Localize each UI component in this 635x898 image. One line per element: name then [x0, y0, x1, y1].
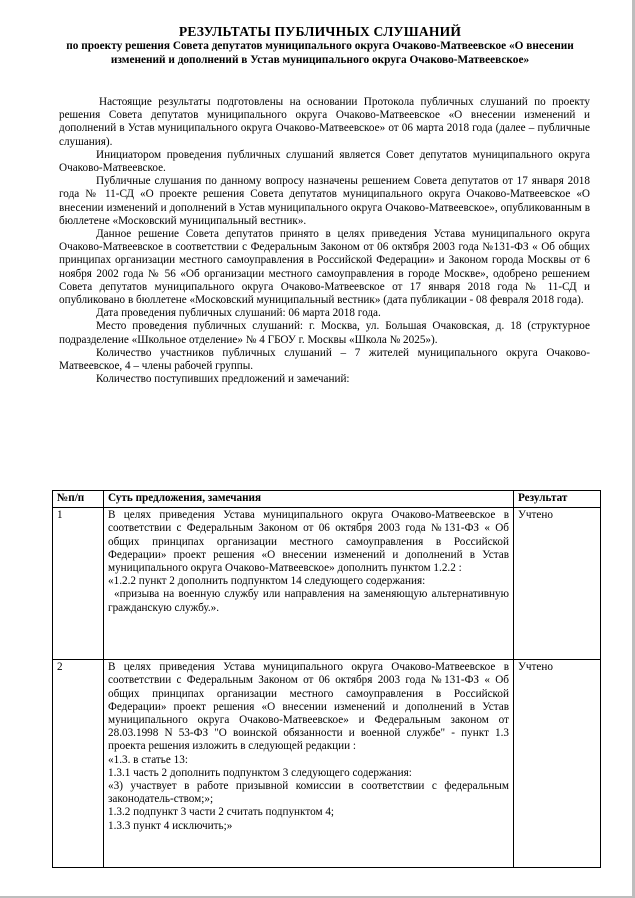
proposal-line: 1.3.1 часть 2 дополнить подпунктом 3 следующего содержания: [108, 766, 412, 779]
paragraph: Количество участников публичных слушаний – 7 жителей муниципального округа Очаково-Матвеевское, 4 – члены рабочей группы. [59, 346, 590, 373]
table-header-row [53, 491, 601, 508]
result-cell: Учтено [514, 508, 601, 660]
row-number: 1 [53, 508, 104, 660]
proposal-line: 1.3.3 пункт 4 исключить;» [108, 819, 233, 832]
proposal-line: В целях приведения Устава муниципального округа Очаково-Матвеевское в соответствии с Федеральным Законом от 06 октября 2003 года №131-ФЗ « Об общих принципах организации местного самоуправления в Российской Федерации» проект решения «О внесении изменений и дополнений в Устав муниципального округа Очаково-Матвеевское» дополнить пунктом 1.2.2 : [108, 509, 509, 575]
page-subtitle: по проекту решения Совета депутатов муниципального округа Очаково-Матвеевское «О внесении изменений и дополнений в Устав муниципального округа Очаково-Матвеевское» [66, 40, 574, 66]
table-row [53, 508, 601, 660]
proposal-line: «1.3. в статье 13: [108, 753, 188, 766]
proposal-cell [104, 508, 514, 660]
proposal-cell [104, 660, 514, 868]
paragraph: Инициатором проведения публичных слушаний является Совет депутатов муниципального округа Очаково-Матвеевское. [59, 148, 590, 175]
column-header-proposal: Суть предложения, замечания [104, 491, 514, 508]
paragraph: Дата проведения публичных слушаний: 06 марта 2018 года. [96, 307, 381, 320]
result-cell: Учтено [514, 660, 601, 868]
paragraph: Публичные слушания по данному вопросу назначены решением Совета депутатов от 17 января 2018 года № 11-СД «О проекте решения Совета депутатов муниципального округа Очаково-Матвеевское «О внесении изменений и дополнений в Устав муниципального округа Очаково-Матвеевское», опубликованным в бюллетене «Московский муниципальный вестник». [59, 175, 590, 227]
proposal-line: В целях приведения Устава муниципального округа Очаково-Матвеевское в соответствии с Федеральным Законом от 06 октября 2003 года №131-ФЗ « Об общих принципах организации местного самоуправления в Российской Федерации» проект решения «О внесении изменений и дополнений в Устав муниципального округа Очаково-Матвеевское» и Федеральным законом от 28.03.1998 N 53-ФЗ "О воинской обязанности и военной службе" - пункт 1.3 проекта решения изложить в следующей редакции : [108, 661, 509, 753]
blank-line [108, 615, 509, 628]
paragraph: Количество поступивших предложений и замечаний: [96, 373, 350, 386]
page-title: РЕЗУЛЬТАТЫ ПУБЛИЧНЫХ СЛУШАНИЙ [178, 24, 462, 39]
row-number: 2 [53, 660, 104, 868]
document-body [59, 96, 590, 386]
proposal-line: «призыва на военную службу или направления на заменяющую альтернативную гражданскую службу.». [108, 588, 509, 614]
proposals-table [52, 490, 601, 868]
proposal-line: 1.3.2 подпункт 3 части 2 считать подпунктом 4; [108, 806, 335, 819]
paragraph: Настоящие результаты подготовлены на основании Протокола публичных слушаний по проекту решения Совета депутатов муниципального округа Очаково-Матвеевское «О внесении изменений и дополнений в Устав муниципального округа Очаково-Матвеевское» от 06 марта 2018 года (далее – публичные слушания). [59, 96, 590, 148]
paragraph: Данное решение Совета депутатов принято в целях приведения Устава муниципального округа Очаково-Матвеевское в соответствии с Федеральным Законом от 06 октября 2003 года №131-ФЗ « Об общих принципах организации местного самоуправления в Российской Федерации» и Законом города Москвы от 6 ноября 2002 года № 56 «Об организации местного самоуправления в городе Москве», одобрено решением Совета депутатов муниципального округа Очаково-Матвеевское от 17 января 2018 года № 11-СД и опубликовано в бюллетене «Московский муниципальный вестник» (дата публикации - 08 февраля 2018 года). [59, 228, 590, 307]
paragraph: Место проведения публичных слушаний: г. Москва, ул. Большая Очаковская, д. 18 (структурное подразделение «Школьное отделение» № 4 ГБОУ г. Москвы «Школа № 2025»). [59, 320, 590, 346]
proposal-line: «1.2.2 пункт 2 дополнить подпунктом 14 следующего содержания: [108, 575, 426, 588]
table-row [53, 660, 601, 868]
column-header-number: №п/п [53, 491, 104, 508]
proposal-line: «3) участвует в работе призывной комиссии в соответствии с федеральным законодатель-ством;»; [108, 780, 509, 806]
column-header-result: Результат [514, 491, 601, 508]
